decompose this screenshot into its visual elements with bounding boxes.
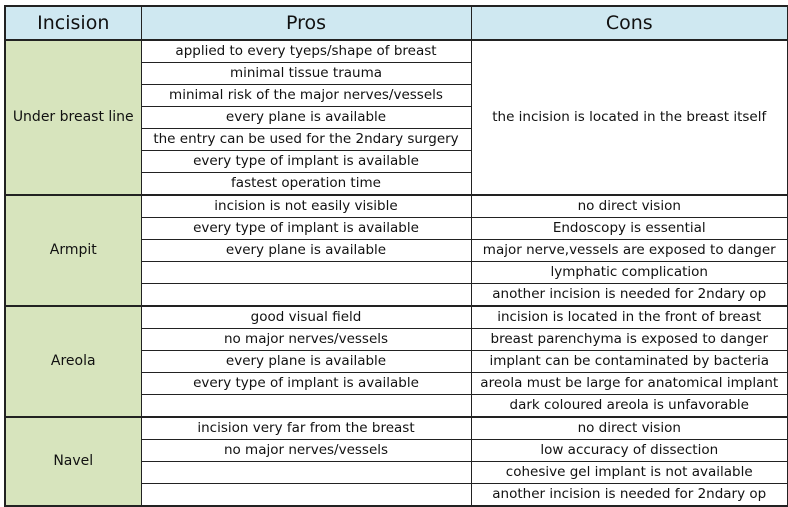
cons-cell: cohesive gel implant is not available	[471, 462, 788, 484]
cons-cell: lymphatic complication	[471, 262, 788, 284]
incision-cell: Areola	[5, 306, 141, 417]
pros-cell: applied to every tyeps/shape of breast	[141, 40, 471, 63]
table-row	[5, 417, 788, 440]
pros-cell	[141, 484, 471, 507]
pros-cell	[141, 262, 471, 284]
pros-cell: minimal tissue trauma	[141, 63, 471, 85]
cons-cell: Endoscopy is essential	[471, 218, 788, 240]
incision-cell: Armpit	[5, 195, 141, 306]
pros-cell: every plane is available	[141, 351, 471, 373]
cons-cell: incision is located in the front of breast	[471, 306, 788, 329]
cons-cell: dark coloured areola is unfavorable	[471, 395, 788, 418]
pros-cell: every plane is available	[141, 240, 471, 262]
pros-cell: the entry can be used for the 2ndary surgery	[141, 129, 471, 151]
pros-cell: incision is not easily visible	[141, 195, 471, 218]
pros-cell	[141, 462, 471, 484]
pros-cell: every type of implant is available	[141, 373, 471, 395]
table-row	[5, 40, 788, 63]
pros-cell: fastest operation time	[141, 173, 471, 196]
cons-cell: the incision is located in the breast itself	[471, 40, 788, 195]
cons-cell: low accuracy of dissection	[471, 440, 788, 462]
incision-comparison-table	[4, 5, 788, 507]
cons-cell: no direct vision	[471, 195, 788, 218]
header-row	[5, 6, 788, 40]
header-incision: Incision	[5, 6, 141, 40]
pros-cell	[141, 284, 471, 307]
cons-cell: major nerve,vessels are exposed to danger	[471, 240, 788, 262]
cons-cell: areola must be large for anatomical implant	[471, 373, 788, 395]
cons-cell: implant can be contaminated by bacteria	[471, 351, 788, 373]
table-row	[5, 195, 788, 218]
pros-cell: incision very far from the breast	[141, 417, 471, 440]
pros-cell: every type of implant is available	[141, 151, 471, 173]
cons-cell: no direct vision	[471, 417, 788, 440]
pros-cell: good visual field	[141, 306, 471, 329]
incision-cell: Under breast line	[5, 40, 141, 195]
table-row	[5, 306, 788, 329]
header-pros: Pros	[141, 6, 471, 40]
header-cons: Cons	[471, 6, 788, 40]
cons-cell: breast parenchyma is exposed to danger	[471, 329, 788, 351]
pros-cell: every type of implant is available	[141, 218, 471, 240]
pros-cell: no major nerves/vessels	[141, 329, 471, 351]
pros-cell: minimal risk of the major nerves/vessels	[141, 85, 471, 107]
incision-cell: Navel	[5, 417, 141, 506]
pros-cell	[141, 395, 471, 418]
cons-cell: another incision is needed for 2ndary op	[471, 284, 788, 307]
cons-cell: another incision is needed for 2ndary op	[471, 484, 788, 507]
pros-cell: no major nerves/vessels	[141, 440, 471, 462]
pros-cell: every plane is available	[141, 107, 471, 129]
